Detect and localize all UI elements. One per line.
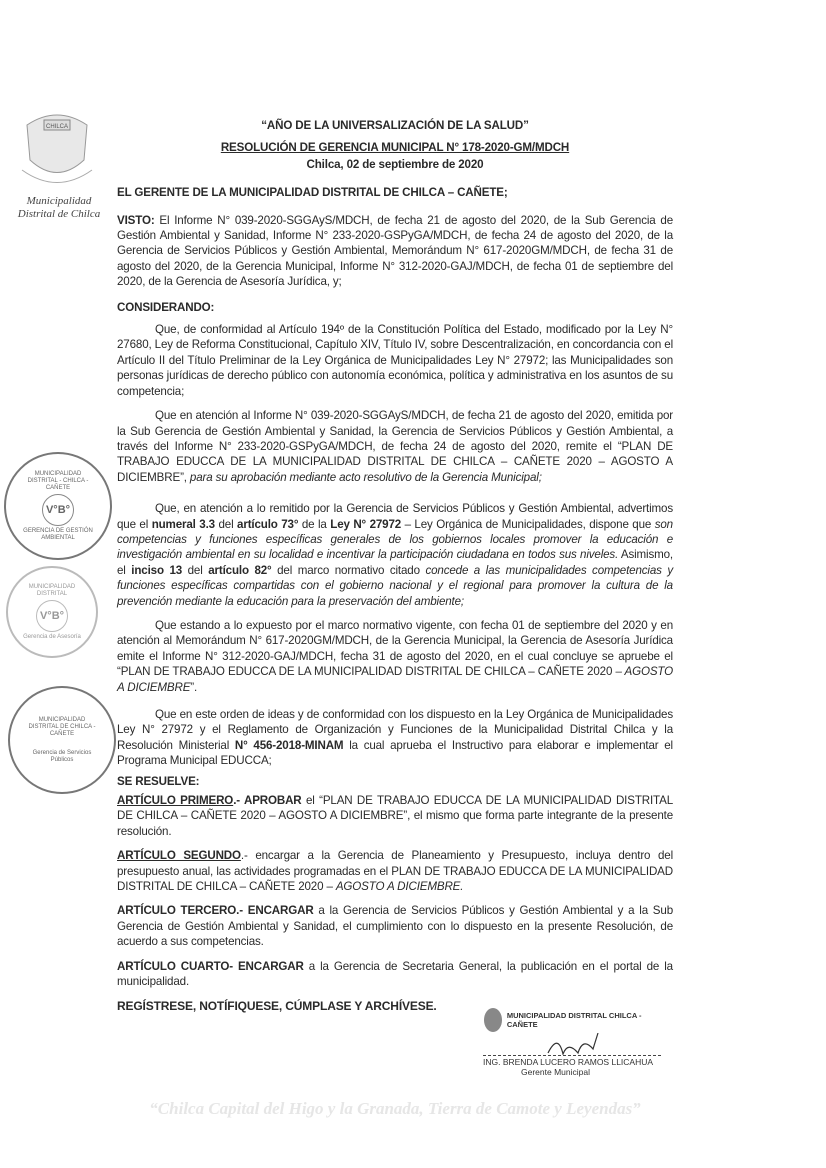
considerando-p3 (117, 501, 673, 609)
signer-name: ING. BRENDA LUCERO RAMOS LLICAHUA (483, 1055, 661, 1067)
text-segment: del (214, 517, 238, 531)
resolution-date: Chilca, 02 de septiembre de 2020 (306, 157, 484, 171)
se-resuelve-heading: SE RESUELVE: (117, 774, 200, 788)
text-segment: del marco normativo citado (271, 563, 426, 577)
approval-seal-asesoria (6, 566, 98, 658)
crest-icon (12, 100, 102, 190)
considerando-p1: Que, de conformidad al Artículo 194º de la Constitución Política del Estado, modificado por la Ley N° 27680, Ley de Reforma Constitucional, Capítulo XIV, Título IV, sobre Descentralización, en concordancia con el Artículo II del Título Preliminar de la Ley Orgánica de Municipalidades Ley N° 27972; las Municipalidades son personas jurídicas de derecho público con autonomía económica, política y administrativa en los asuntos de su competencia; (117, 323, 673, 398)
articulo-segundo: ARTÍCULO SEGUNDO.- encargar a la Gerencia de Planeamiento y Presupuesto, incluya dentro del presupuesto anual, las actividades programadas en el PLAN DE TRABAJO EDUCCA DE LA MUNICIPALIDAD DISTRITAL DE CHILCA – CAÑETE 2020 – AGOSTO A DICIEMBRE. (117, 849, 673, 894)
logo-line1: Municipalidad (26, 195, 92, 207)
year-motto: “AÑO DE LA UNIVERSALIZACIÓN DE LA SALUD” (261, 119, 529, 132)
text-segment: Asimismo, el (117, 548, 673, 577)
seal-outer-text: MUNICIPALIDAD DISTRITAL (28, 583, 76, 597)
text-segment: inciso 13 (131, 563, 183, 577)
seal-center-text: V°B° (42, 494, 74, 526)
signature-block (483, 1007, 673, 1077)
text-segment: numeral 3.3 (151, 517, 215, 531)
seal-outer-text: MUNICIPALIDAD DISTRITAL DE CHILCA - CAÑETE (28, 716, 96, 737)
issuer-heading: EL GERENTE DE LA MUNICIPALIDAD DISTRITAL DE CHILCA – CAÑETE; (117, 186, 508, 200)
considerando-p5: Que en este orden de ideas y de conformidad con los dispuesto en la Ley Orgánica de Municipalidades Ley N° 27972 y el Reglamento de Organización y Funciones de la Municipalidad Distrital Chilca y la Resolución Ministerial N° 456-2018-MINAM la cual aprueba el Instructivo para elaborar e implementar el Programa Municipal EDUCCA; (117, 708, 673, 768)
logo-line2: Distrital de Chilca (17, 208, 101, 220)
considerando-p2: Que en atención al Informe N° 039-2020-SGGAyS/MDCH, de fecha 21 de agosto del 2020, emitida por la Sub Gerencia de Gestión Ambiental y Sanidad, la Gerencia de Servicios Públicos y Gestión Ambiental, a través del Informe N° 233-2020-GSPyGA/MDCH, de fecha 24 de agosto del 2020, remite el “PLAN DE TRABAJO EDUCCA DE LA MUNICIPALIDAD DISTRITAL DE CHILCA – CAÑETE 2020 – AGOSTO A DICIEMBRE”, para su aprobación mediante acto resolutivo de la Gerencia Municipal; (117, 409, 673, 484)
closing-row (117, 999, 673, 1077)
visto-paragraph: VISTO: El Informe N° 039-2020-SGGAyS/MDCH, de fecha 21 de agosto del 2020, de la Sub Gerencia de Gestión Ambiental y Sanidad, Informe N° 233-2020-GSPyGA/MDCH, de fecha 24 de agosto del 2020, de la Gerencia de Servicios Públicos y Gestión Ambiental, Memorándum N° 617-2020GM/MDCH, de fecha 31 de agosto del 2020, de la Gerencia Municipal, Informe N° 312-2020-GAJ/MDCH, de fecha 01 de septiembre del 2020, de la Gerencia de Asesoría Jurídica, y; (117, 213, 673, 289)
footer-slogan: “Chilca Capital del Higo y la Granada, Tierra de Camote y Leyendas” (149, 1098, 641, 1118)
text-segment: – Ley Orgánica de Municipalidades, dispone que (401, 517, 655, 531)
svg-text:CHILCA: CHILCA (45, 124, 69, 130)
text-segment: de la (298, 517, 331, 531)
considerando-p4: Que estando a lo expuesto por el marco normativo vigente, con fecha 01 de septiembre del 2020 y en atención al Memorándum N° 617-2020GM/MDCH, de la Gerencia Municipal, la Gerencia de Asesoría Jurídica emite el Informe N° 312-2020-GAJ/MDCH, fecha 31 de agosto del 2020, en el cual concluye se apruebe el “PLAN DE TRABAJO EDUCCA DE LA MUNICIPALIDAD DISTRITAL DE CHILCA – CAÑETE 2020 – AGOSTO A DICIEMBRE”. (117, 618, 674, 694)
seal-center-text: V°B° (36, 600, 68, 632)
text-segment: Que, en atención a lo remitido por la Gerencia de Servicios Públicos y Gestión Ambiental, advertimos que el (117, 502, 673, 531)
signature-entity: MUNICIPALIDAD DISTRITAL CHILCA - CAÑETE (506, 1010, 642, 1029)
text-segment: del (182, 563, 209, 577)
seal-inner-text: Gerencia de Asesoría (23, 633, 81, 640)
text-segment: artículo 82° (208, 563, 272, 577)
text-segment: Ley N° 27972 (330, 517, 402, 531)
seal-outer-text: MUNICIPALIDAD DISTRITAL - CHILCA - CAÑETE (27, 470, 89, 491)
document-body (117, 118, 673, 1119)
seal-inner-text: GERENCIA DE GESTIÓN AMBIENTAL (23, 527, 93, 541)
considerando-heading: CONSIDERANDO: (117, 300, 215, 314)
articulo-cuarto: ARTÍCULO CUARTO- ENCARGAR a la Gerencia de Secretaria General, la publicación en el portal de la municipalidad. (117, 959, 673, 989)
handwritten-signature-icon (543, 1033, 623, 1055)
approval-seal-servicios (8, 686, 116, 794)
articulo-primero: ARTÍCULO PRIMERO.- APROBAR el “PLAN DE TRABAJO EDUCCA DE LA MUNICIPALIDAD DISTRITAL DE CHILCA – CAÑETE 2020 – AGOSTO A DICIEMBRE”, el mismo que forma parte integrante de la presente resolución. (117, 794, 674, 838)
signer-role: Gerente Municipal (521, 1066, 590, 1077)
seal-inner-text: Gerencia de Servicios Públicos (32, 749, 92, 763)
approval-seal-ambiental (4, 452, 112, 560)
text-segment: concede a las municipalidades competencias y funciones específicas compartidas con el gobierno nacional y el regional para promover la cultura de la prevención mediante la educación para la preservación del ambiente; (117, 563, 673, 608)
municipal-logo (4, 100, 114, 221)
seal-crest-icon (483, 1007, 503, 1033)
resolution-title: RESOLUCIÓN DE GERENCIA MUNICIPAL N° 178-2020-GM/MDCH (220, 141, 570, 155)
articulo-tercero: ARTÍCULO TERCERO.- ENCARGAR a la Gerencia de Servicios Públicos y Gestión Ambiental y a la Sub Gerencia de Gestión Ambiental y Sanidad, el cumplimiento con lo dispuesto en la presente Resolución, de acuerdo a sus competencias. (117, 904, 673, 949)
text-segment: artículo 73° (237, 517, 299, 531)
text-segment: son competencias y funciones específicas generales de los gobiernos locales promover la educación e investigación ambiental en su localidad e incentivar la participación ciudadana en todos sus niveles. (117, 517, 673, 562)
closing-formula: REGÍSTRESE, NOTÍFIQUESE, CÚMPLASE Y ARCHÍVESE. (117, 998, 437, 1013)
